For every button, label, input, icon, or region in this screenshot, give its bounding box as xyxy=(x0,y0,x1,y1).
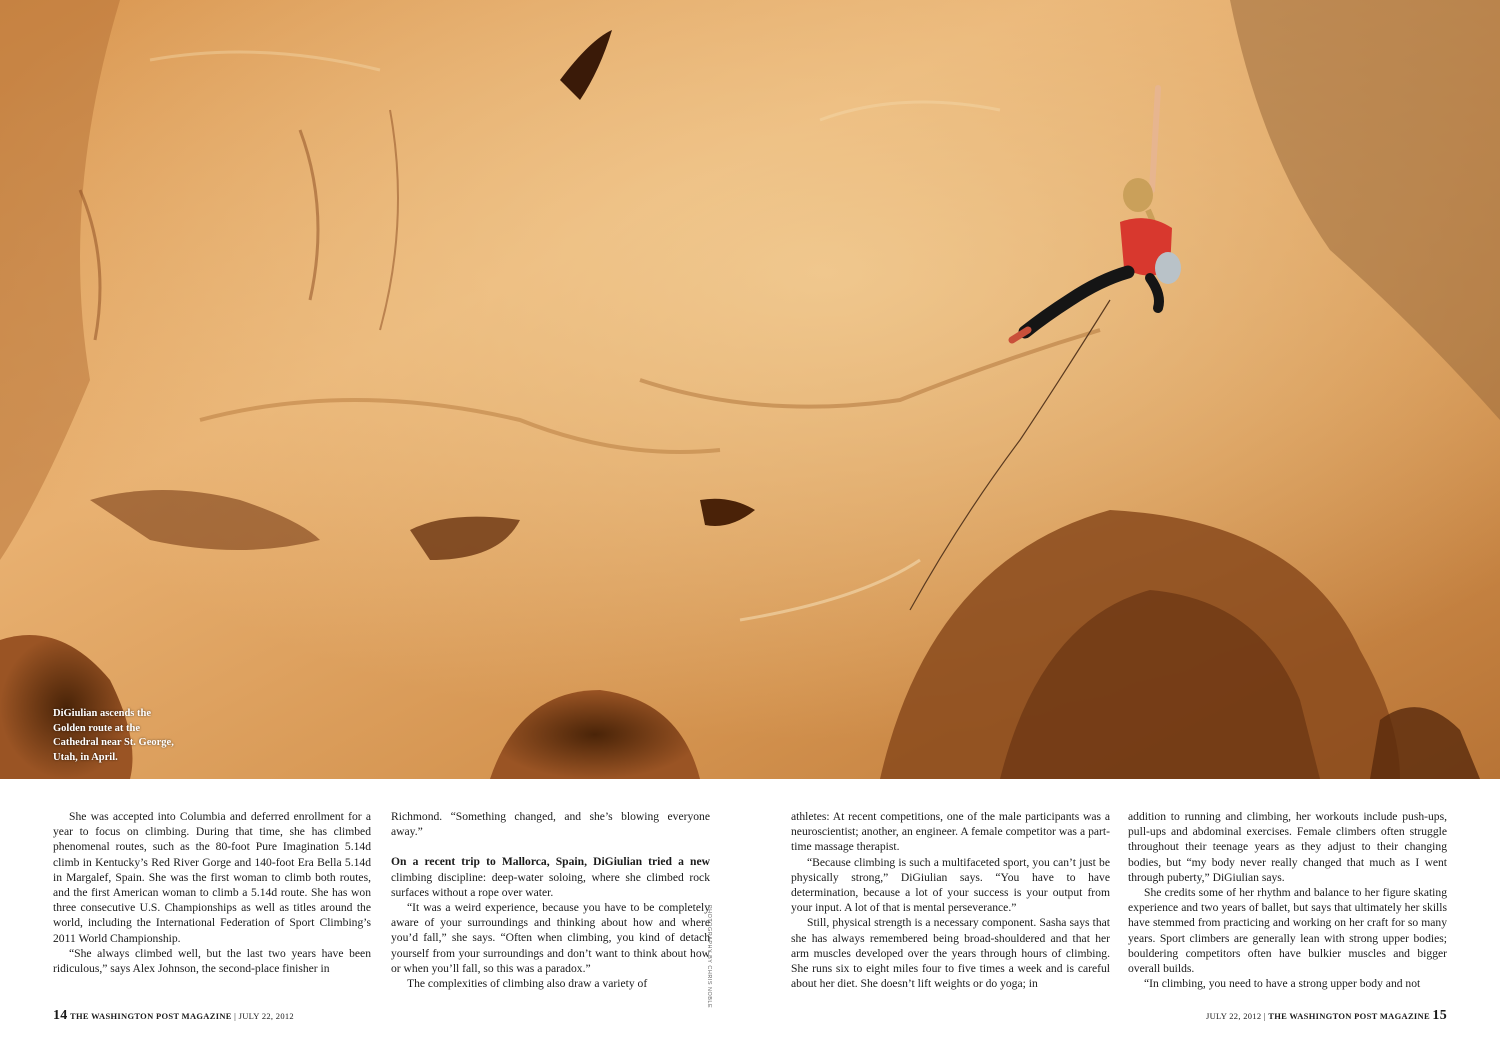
paragraph: addition to running and climbing, her workouts include push-ups, pull-ups and abdominal exercises. Female climbers often struggle throughout their teenage years as they adjust to their changing bodies, but “my body never really changed that much as I went through puberty,” DiGiulian says. xyxy=(1128,810,1447,884)
folio-left xyxy=(53,1008,294,1024)
section-lead-in: On a recent trip to Mallorca, Spain, DiGiulian tried a new xyxy=(391,855,710,869)
paragraph: The complexities of climbing also draw a variety of xyxy=(407,977,648,991)
paragraph: She credits some of her rhythm and balance to her figure skating experience and two years of ballet, but says that ultimately her skills have stemmed from practicing and working on her craft for so many years. Sport climbers are generally lean with strong upper bodies; bouldering competitors often have bulkier muscles and bigger overall builds. xyxy=(1128,886,1447,976)
paragraph: athletes: At recent competitions, one of the male participants was a neuroscientist; another, an engineer. A female competitor was a part-time massage therapist. xyxy=(791,810,1110,854)
magazine-name: THE WASHINGTON POST MAGAZINE xyxy=(1268,1011,1430,1021)
folio-right xyxy=(1206,1008,1447,1024)
section-paragraph xyxy=(391,854,710,900)
folio-separator: | xyxy=(231,1011,239,1021)
article-column-1 xyxy=(53,809,371,976)
section-text: climbing discipline: deep-water soloing, where she climbed rock surfaces without a rope over water. xyxy=(391,870,710,899)
page-number-right: 15 xyxy=(1432,1008,1447,1023)
paragraph: She was accepted into Columbia and deferred enrollment for a year to focus on climbing. During that time, she has climbed phenomenal routes, such as the 80-foot Pure Imagination 5.14d climb in Kentucky’s Red River Gorge and 140-foot Era Bella 5.14d in Margalef, Spain. She was the first woman to climb both routes, and the first American woman to climb a 5.14d route. She has won three consecutive U.S. Championships as well as titles around the world, including the International Federation of Sport Climbing’s 2011 World Championship. xyxy=(53,810,371,945)
article-column-3 xyxy=(791,809,1110,991)
issue-date: JULY 22, 2012 xyxy=(1206,1011,1262,1021)
paragraph: Still, physical strength is a necessary component. Sasha says that she has always remembered being broad-shouldered and that her arm muscles developed over the years through hours of climbing. She runs six to eight miles four to five times a week and is careful about her diet. She doesn’t lift weights or do yoga; in xyxy=(791,916,1110,991)
article-column-2 xyxy=(391,809,710,991)
issue-date: JULY 22, 2012 xyxy=(238,1011,294,1021)
paragraph: “Because climbing is such a multifaceted sport, you can’t just be physically strong,” DiGiulian says. “You have to have determination, because a lot of your success is your output from your input. A lot of that is mental perseverance.” xyxy=(791,855,1110,915)
paragraph: Richmond. “Something changed, and she’s blowing everyone away.” xyxy=(391,810,710,839)
article-column-4 xyxy=(1128,809,1447,991)
photo-credit: PHOTOGRAPHY BY CHRIS NOBLE xyxy=(706,905,712,1009)
folio-separator: | xyxy=(1261,1011,1269,1021)
magazine-name: THE WASHINGTON POST MAGAZINE xyxy=(70,1011,232,1021)
paragraph: “It was a weird experience, because you have to be completely aware of your surroundings and thinking about how and where you’d fall,” she says. “Often when climbing, you kind of detach yourself from your surroundings and don’t want to think about how or when you’ll fall, so this was a paradox.” xyxy=(391,901,710,975)
page-number-left: 14 xyxy=(53,1008,68,1023)
paragraph: “She always climbed well, but the last two years have been ridiculous,” says Alex Johnson, the second-place finisher in xyxy=(53,946,371,976)
photo-caption: DiGiulian ascends the Golden route at the Cathedral near St. George, Utah, in April. xyxy=(53,708,174,763)
paragraph: “In climbing, you need to have a strong upper body and not xyxy=(1144,977,1421,991)
